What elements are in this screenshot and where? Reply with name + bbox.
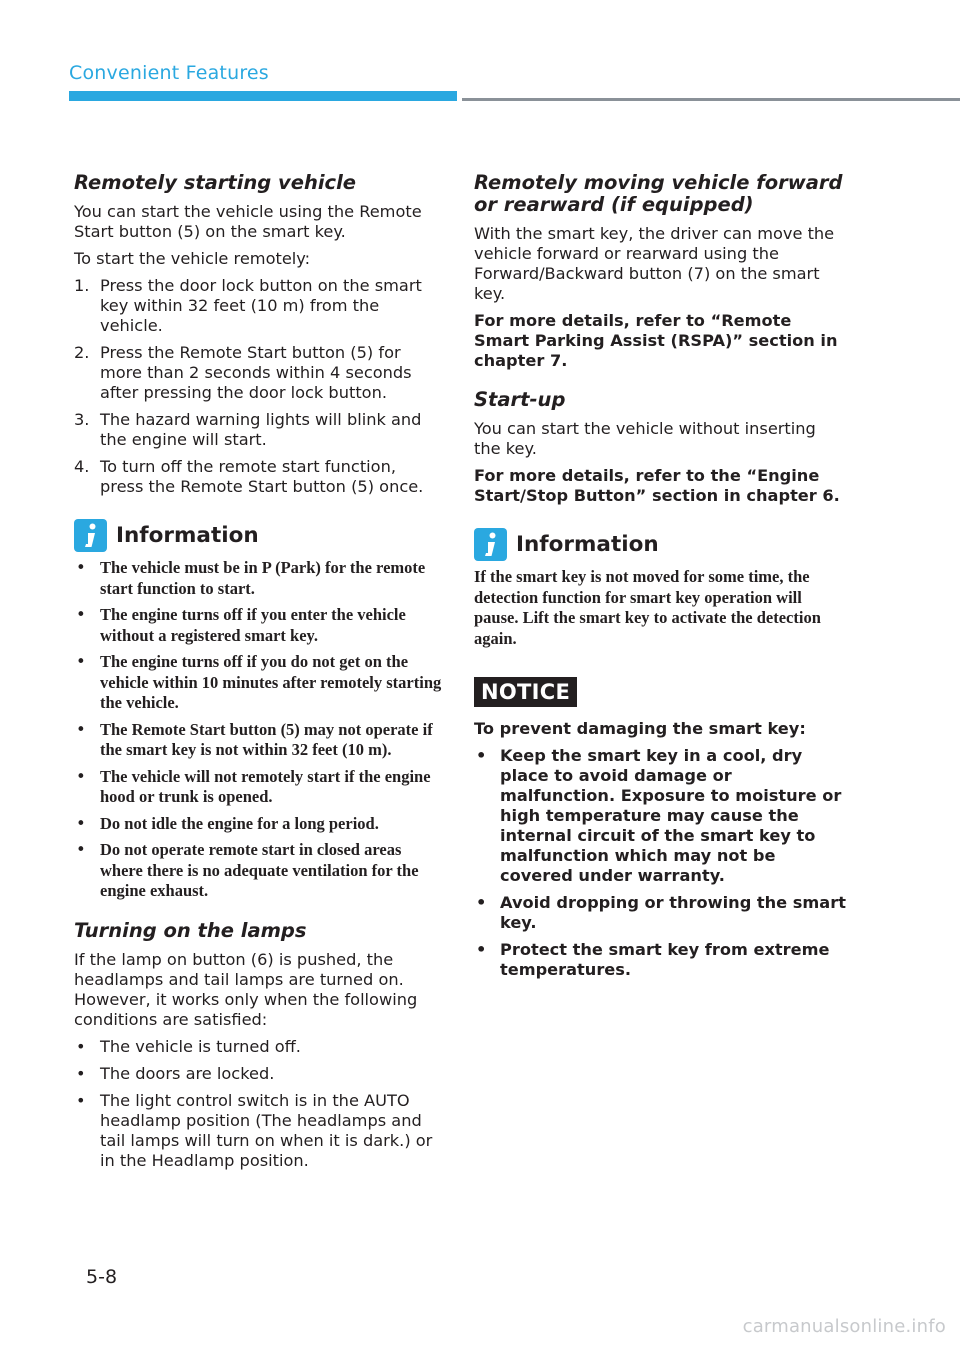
list-item-text: The doors are locked. bbox=[100, 1063, 275, 1083]
step-number: 2. bbox=[74, 343, 90, 362]
notice-badge: NOTICE bbox=[474, 677, 577, 707]
watermark: carmanualsonline.info bbox=[742, 1316, 946, 1337]
notice-list bbox=[474, 746, 846, 980]
list-item: • Keep the smart key in a cool, dry place to avoid damage or malfunction. Exposure to moisture or high temperature may cause the internal circuit of the smart key to malfunction which may not be covered under warranty. bbox=[476, 746, 842, 885]
step-text: Press the door lock button on the smart key within 32 feet (10 m) from the vehicle. bbox=[100, 276, 422, 335]
list-item-text: Keep the smart key in a cool, dry place to avoid damage or malfunction. Exposure to moisture or high temperature may cause the internal circuit of the smart key to malfunction which may not be covered under warranty. bbox=[500, 746, 842, 885]
list-item: • The vehicle must be in P (Park) for the remote start function to start. bbox=[76, 558, 426, 598]
step-item bbox=[74, 410, 444, 450]
list-item-text: The vehicle must be in P (Park) for the remote start function to start. bbox=[100, 558, 426, 598]
section-title: Convenient Features bbox=[69, 62, 269, 84]
step-item bbox=[74, 276, 444, 336]
list-item-text: Do not operate remote start in closed areas where there is no adequate ventilation for the engine exhaust. bbox=[100, 840, 419, 900]
right-column bbox=[474, 172, 846, 987]
list-item: • Protect the smart key from extreme temperatures. bbox=[476, 940, 830, 979]
header-rule-accent bbox=[69, 91, 457, 101]
info-header-left bbox=[74, 519, 444, 552]
list-item: • Avoid dropping or throwing the smart key. bbox=[476, 893, 846, 932]
notice-lead: To prevent damaging the smart key: bbox=[474, 719, 806, 738]
heading-moving: Remotely moving vehicle forward or rearward (if equipped) bbox=[474, 171, 843, 216]
remote-start-steps bbox=[74, 276, 444, 497]
list-item: • Do not operate remote start in closed areas where there is no adequate ventilation for the engine exhaust. bbox=[76, 840, 419, 900]
list-item-text: The engine turns off if you do not get on the vehicle within 10 minutes after remotely starting the vehicle. bbox=[100, 652, 442, 712]
startup-intro: You can start the vehicle without inserting the key. bbox=[474, 419, 816, 458]
startup-ref: For more details, refer to the “Engine Start/Stop Button” section in chapter 6. bbox=[474, 466, 840, 505]
list-item-text: The light control switch is in the AUTO headlamp position (The headlamps and tail lamps will turn on when it is dark.) or in the Headlamp position. bbox=[100, 1090, 433, 1170]
list-item: • The engine turns off if you enter the vehicle without a registered smart key. bbox=[76, 605, 406, 645]
step-item bbox=[74, 457, 444, 497]
step-text: Press the Remote Start button (5) for more than 2 seconds within 4 seconds after pressing the door lock button. bbox=[100, 343, 412, 402]
lamps-intro: If the lamp on button (6) is pushed, the headlamps and tail lamps are turned on. However, it works only when the following conditions are satisfied: bbox=[74, 949, 418, 1029]
list-item-text: Do not idle the engine for a long period. bbox=[100, 813, 379, 833]
moving-intro: With the smart key, the driver can move the vehicle forward or rearward using the Forward/Backward button (7) on the smart key. bbox=[474, 224, 835, 303]
list-item: • The engine turns off if you do not get on the vehicle within 10 minutes after remotely starting the vehicle. bbox=[76, 652, 442, 712]
list-item-text: The engine turns off if you enter the vehicle without a registered smart key. bbox=[100, 605, 406, 645]
step-text: To turn off the remote start function, press the Remote Start button (5) once. bbox=[100, 457, 424, 496]
info-icon bbox=[74, 519, 107, 552]
moving-ref: For more details, refer to “Remote Smart Parking Assist (RSPA)” section in chapter 7. bbox=[474, 311, 838, 370]
info-text-right: If the smart key is not moved for some time, the detection function for smart key operation will pause. Lift the smart key to activate the detection again. bbox=[474, 567, 821, 648]
remote-start-intro: You can start the vehicle using the Remote Start button (5) on the smart key. bbox=[74, 202, 422, 241]
list-item-text: Avoid dropping or throwing the smart key. bbox=[500, 893, 846, 932]
info-list-left bbox=[74, 558, 444, 902]
list-item: • The light control switch is in the AUTO headlamp position (The headlamps and tail lamps will turn on when it is dark.) or in the Headlamp position. bbox=[76, 1090, 433, 1170]
info-icon bbox=[474, 528, 507, 561]
list-item: • Do not idle the engine for a long period. bbox=[76, 813, 379, 833]
page-number: 5-8 bbox=[86, 1266, 118, 1288]
header-rule-grey bbox=[462, 98, 960, 101]
list-item: • The vehicle is turned off. bbox=[76, 1036, 301, 1056]
info-header-right bbox=[474, 528, 846, 561]
step-number: 4. bbox=[74, 457, 90, 476]
info-title: Information bbox=[516, 532, 659, 557]
step-text: The hazard warning lights will blink and the engine will start. bbox=[100, 410, 422, 449]
list-item-text: The vehicle will not remotely start if the engine hood or trunk is opened. bbox=[100, 766, 431, 806]
list-item: • The doors are locked. bbox=[76, 1063, 275, 1083]
step-number: 3. bbox=[74, 410, 90, 429]
info-title: Information bbox=[116, 523, 259, 548]
list-item: • The Remote Start button (5) may not operate if the smart key is not within 32 feet (10 m). bbox=[76, 719, 433, 759]
heading-remote-start: Remotely starting vehicle bbox=[74, 171, 357, 194]
heading-startup: Start-up bbox=[474, 388, 566, 411]
lamps-conditions bbox=[74, 1037, 444, 1171]
list-item-text: Protect the smart key from extreme temperatures. bbox=[500, 940, 830, 979]
list-item: • The vehicle will not remotely start if the engine hood or trunk is opened. bbox=[76, 766, 431, 806]
heading-lamps: Turning on the lamps bbox=[74, 918, 307, 942]
left-column bbox=[74, 172, 444, 1178]
list-item-text: The Remote Start button (5) may not operate if the smart key is not within 32 feet (10 m). bbox=[100, 719, 433, 759]
remote-start-lead: To start the vehicle remotely: bbox=[74, 249, 311, 268]
list-item-text: The vehicle is turned off. bbox=[100, 1036, 301, 1056]
step-item bbox=[74, 343, 444, 403]
step-number: 1. bbox=[74, 276, 90, 295]
